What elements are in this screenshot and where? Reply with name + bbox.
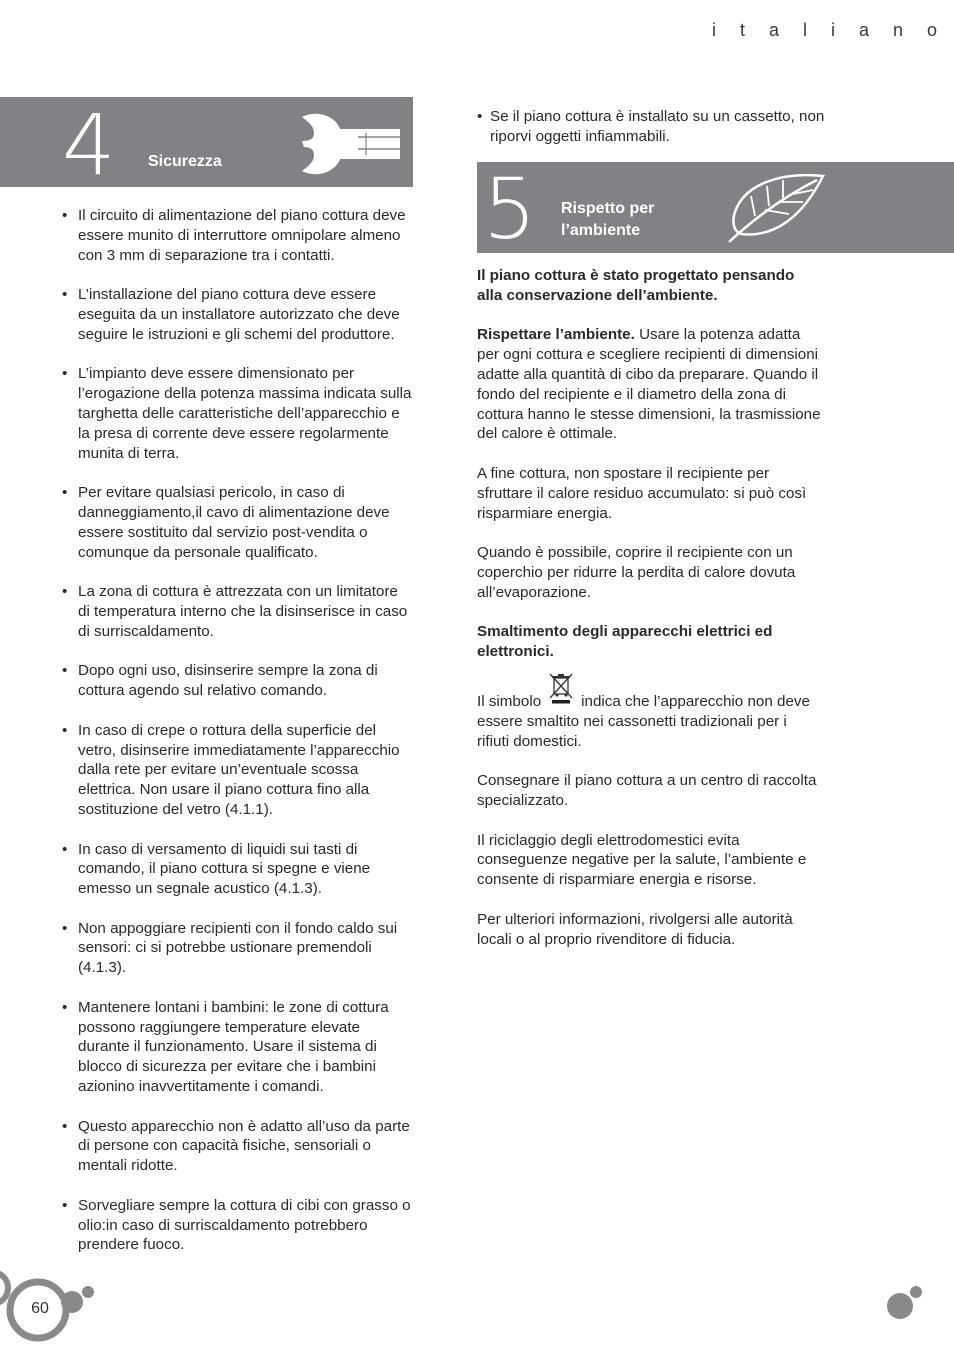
- list-item: • In caso di versamento di liquidi sui tasti di comando, il piano cottura si spegne e viene emesso un segnale acustico (4.1.3).: [62, 840, 412, 899]
- section-number: 5: [483, 160, 537, 258]
- symbol-paragraph: [477, 682, 822, 752]
- respect-paragraph: [477, 325, 822, 444]
- list-item: • Mantenere lontani i bambini: le zone di cottura possono raggiungere temperature elevate durante il funzionamento. Usare il sistema di blocco di sicurezza per evitare che i bambini azionino inavvertitamente i comandi.: [62, 998, 412, 1097]
- list-item: • Il circuito di alimentazione del piano cottura deve essere munito di interruttore omnipolare almeno con 3 mm di separazione tra i contatti.: [62, 206, 412, 265]
- section-title: Sicurezza: [148, 153, 222, 170]
- list-item-continued: • Se il piano cottura è installato su un cassetto, non riporvi oggetti infiammabili.: [477, 107, 830, 147]
- intro-paragraph: Il piano cottura è stato progettato pensando alla conservazione dell’ambiente.: [477, 267, 795, 304]
- wrench-icon: [296, 111, 404, 177]
- language-label: i t a l i a n o: [712, 20, 947, 40]
- section-4-banner: [0, 96, 413, 194]
- symbol-text-after: indica che l’apparecchio non deve essere smaltito nei cassonetti tradizionali per i rifiuti domestici.: [477, 692, 810, 750]
- respect-lead: Rispettare l’ambiente.: [477, 326, 635, 344]
- deliver-paragraph: Consegnare il piano cottura a un centro di raccolta specializzato.: [477, 772, 817, 809]
- lid-paragraph: Quando è possibile, coprire il recipiente con un coperchio per ridurre la perdita di calore dovuta all’evaporazione.: [477, 544, 796, 601]
- disposal-heading: Smaltimento degli apparecchi elettrici ed elettronici.: [477, 623, 773, 661]
- list-item: • Questo apparecchio non è adatto all’uso da parte di persone con capacità fisiche, sensoriali o mentali ridotte.: [62, 1117, 412, 1176]
- section-number: 4: [62, 96, 116, 194]
- leaf-icon: [725, 172, 825, 244]
- decorative-dots-icon: [880, 1280, 930, 1324]
- section-5-banner: [477, 160, 954, 258]
- crossed-bin-icon: [547, 672, 575, 702]
- list-item: • Sorvegliare sempre la cottura di cibi con grasso o olio:in caso di surriscaldamento potrebbero prendere fuoco.: [62, 1196, 412, 1255]
- safety-list-column: [62, 206, 412, 1275]
- list-item: • In caso di crepe o rottura della superficie del vetro, disinserire immediatamente l’apparecchio dalla rete per evitare un’eventuale scossa elettrica. Non usare il piano cottura fino alla sostituzione del vetro (4.1.1).: [62, 721, 412, 820]
- end-cooking-paragraph: A fine cottura, non spostare il recipiente per sfruttare il calore residuo accumulato: si può così risparmiare energia.: [477, 464, 807, 522]
- safety-list: [62, 206, 412, 1255]
- list-item: • L’impianto deve essere dimensionato per l’erogazione della potenza massima indicata sulla targhetta delle caratteristiche dell’apparecchio e la presa di corrente deve essere regolarmente munita di terra.: [62, 364, 412, 463]
- list-item: • Dopo ogni uso, disinserire sempre la zona di cottura agendo sul relativo comando.: [62, 661, 412, 701]
- list-item: • La zona di cottura è attrezzata con un limitatore di temperatura interno che la disinserisce in caso di surriscaldamento.: [62, 582, 412, 641]
- symbol-text-before: Il simbolo: [477, 692, 542, 710]
- list-item: • Per evitare qualsiasi pericolo, in caso di danneggiamento,il cavo di alimentazione deve essere sostituito dal servizio post-vendita o comunque da personale qualificato.: [62, 483, 412, 562]
- list-item: • L’installazione del piano cottura deve essere eseguita da un installatore autorizzato che deve seguire le istruzioni e gli schemi del produttore.: [62, 285, 412, 344]
- list-item: • Non appoggiare recipienti con il fondo caldo sui sensori: ci si potrebbe ustionare premendoli (4.1.3).: [62, 919, 412, 978]
- section-title: Rispetto per l’ambiente: [561, 200, 655, 239]
- info-paragraph: Per ulteriori informazioni, rivolgersi alle autorità locali o al proprio rivenditore di fiducia.: [477, 910, 793, 948]
- respect-text: Usare la potenza adatta per ogni cottura e scegliere recipienti di dimensioni adatte alla quantità di cibo da preparare. Quando il fondo del recipiente e il diametro della zona di cottura hanno le stesse dimensioni, la trasmissione del calore è ottimale.: [477, 326, 821, 443]
- page-number: 60: [31, 1300, 49, 1317]
- environment-column: [477, 266, 822, 969]
- recycle-paragraph: Il riciclaggio degli elettrodomestici evita conseguenze negative per la salute, l’ambiente e consente di risparmiare energia e risorse.: [477, 831, 807, 889]
